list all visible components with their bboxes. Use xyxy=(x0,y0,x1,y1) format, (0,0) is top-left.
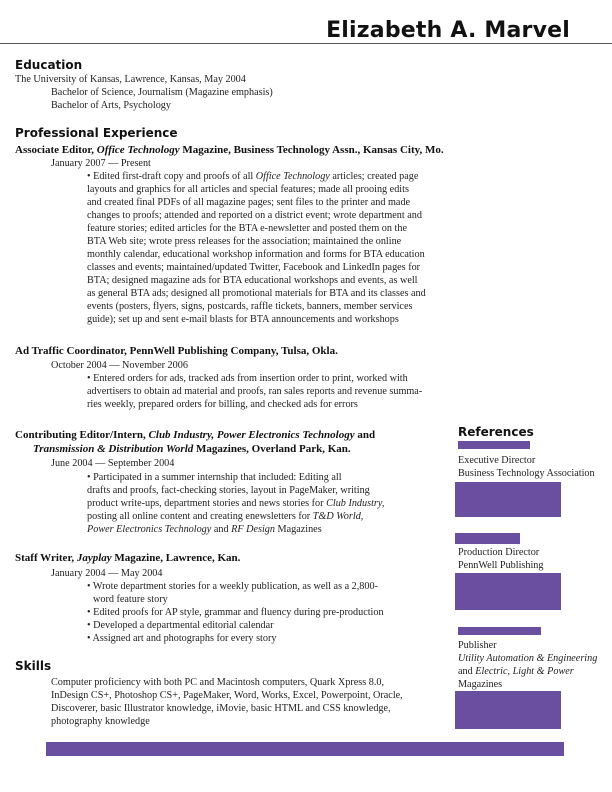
job-3-line: drafts and proofs, fact-checking stories, layout in PageMaker, writing xyxy=(87,485,370,496)
job-4-line: word feature story xyxy=(93,594,168,605)
ref-1-org: Business Technology Association xyxy=(458,468,595,479)
job-1-line: guide); set up and sent e-mail blasts for BTA announcements and workshops xyxy=(87,314,399,325)
footer-bar xyxy=(46,742,564,756)
education-degree-1: Bachelor of Science, Journalism (Magazine emphasis) xyxy=(51,87,273,98)
skills-heading: Skills xyxy=(15,659,52,673)
redaction-block xyxy=(455,482,561,517)
job-1-line: events (posters, flyers, signs, postcards, raffle tickets, banners, member services xyxy=(87,301,413,312)
header-rule xyxy=(0,43,612,44)
skills-line: InDesign CS+, Photoshop CS+, PageMaker, Word, Works, Excel, Powerpoint, Oracle, xyxy=(51,690,403,701)
job-4-title: Staff Writer, Jayplay Magazine, Lawrence, Kan. xyxy=(15,552,241,564)
job-1-line: • Edited first-draft copy and proofs of all Office Technology articles; created page xyxy=(87,171,419,182)
skills-line: Discoverer, basic Illustrator knowledge, iMovie, basic HTML and CSS knowledge, xyxy=(51,703,391,714)
job-2-line: • Entered orders for ads, tracked ads from insertion order to print, worked with xyxy=(87,373,408,384)
job-2-line: ries weekly, prepared orders for billing, and checked ads for errors xyxy=(87,399,358,410)
job-1-title: Associate Editor, Office Technology Magazine, Business Technology Assn., Kansas City, Mo. xyxy=(15,144,444,156)
job-2-line: advertisers to obtain ad material and proofs, ran sales reports and revenue summa- xyxy=(87,386,423,397)
job-1-line: layouts and graphics for all articles and special features; made all prooing edits xyxy=(87,184,409,195)
redaction-block xyxy=(455,691,561,729)
job-4-line: • Wrote department stories for a weekly publication, as well as a 2,800- xyxy=(87,581,378,592)
references-heading: References xyxy=(458,425,534,439)
redaction-bar xyxy=(458,627,541,635)
job-3-line: product write-ups, department stories and news stories for Club Industry, xyxy=(87,498,385,509)
experience-heading: Professional Experience xyxy=(15,126,178,140)
job-4-dates: January 2004 — May 2004 xyxy=(51,568,163,579)
job-1-line: and created final PDFs of all magazine pages; sent files to the printer and made xyxy=(87,197,411,208)
job-3-line: posting all online content and creating enewsletters for T&D World, xyxy=(87,511,364,522)
job-3-line: • Participated in a summer internship that included: Editing all xyxy=(87,472,342,483)
ref-3-org: Utility Automation & Engineering xyxy=(458,653,598,664)
job-4-line: • Edited proofs for AP style, grammar and fluency during pre-production xyxy=(87,607,384,618)
ref-3-org: and Electric, Light & Power xyxy=(458,666,574,677)
job-1-line: feature stories; edited articles for the BTA e-newsletter and posted them on the xyxy=(87,223,407,234)
job-1-line: classes and events; maintained/updated Twitter, Facebook and LinkedIn pages for xyxy=(87,262,421,273)
education-school: The University of Kansas, Lawrence, Kansas, May 2004 xyxy=(15,74,246,85)
job-3-title-cont: Transmission & Distribution World Magazines, Overland Park, Kan. xyxy=(33,443,351,455)
education-degree-2: Bachelor of Arts, Psychology xyxy=(51,100,171,111)
job-1-line: BTA; designed magazine ads for BTA educational workshops and events, as well xyxy=(87,275,418,286)
job-1-line: monthly calendar, educational workshop information and forms for BTA education xyxy=(87,249,425,260)
job-1-line: changes to proofs; attended and reported on a district event; wrote department and xyxy=(87,210,422,221)
ref-2-org: PennWell Publishing xyxy=(458,560,544,571)
redaction-bar xyxy=(455,533,520,544)
job-2-dates: October 2004 — November 2006 xyxy=(51,360,188,371)
job-3-dates: June 2004 — September 2004 xyxy=(51,458,175,469)
job-1-line: BTA Web site; wrote press releases for the association; maintained the online xyxy=(87,236,402,247)
ref-1-role: Executive Director xyxy=(458,455,536,466)
skills-line: Computer proficiency with both PC and Macintosh computers, Quark Xpress 8.0, xyxy=(51,677,385,688)
education-heading: Education xyxy=(15,58,83,72)
ref-3-role: Publisher xyxy=(458,640,497,651)
ref-2-role: Production Director xyxy=(458,547,540,558)
job-3-title: Contributing Editor/Intern, Club Industry, Power Electronics Technology and xyxy=(15,429,376,441)
job-1-line: as general BTA ads; designed all promotional materials for BTA and its classes and xyxy=(87,288,426,299)
job-4-line: • Developed a departmental editorial calendar xyxy=(87,620,274,631)
redaction-bar xyxy=(458,441,530,449)
job-3-line: Power Electronics Technology and RF Design Magazines xyxy=(87,524,322,535)
job-4-line: • Assigned art and photographs for every story xyxy=(87,633,277,644)
job-1-dates: January 2007 — Present xyxy=(51,158,151,169)
resume-name: Elizabeth A. Marvel xyxy=(326,18,570,43)
redaction-block xyxy=(455,573,561,610)
ref-3-org: Magazines xyxy=(458,679,503,690)
job-2-title: Ad Traffic Coordinator, PennWell Publishing Company, Tulsa, Okla. xyxy=(15,345,338,357)
skills-line: photography knowledge xyxy=(51,716,150,727)
